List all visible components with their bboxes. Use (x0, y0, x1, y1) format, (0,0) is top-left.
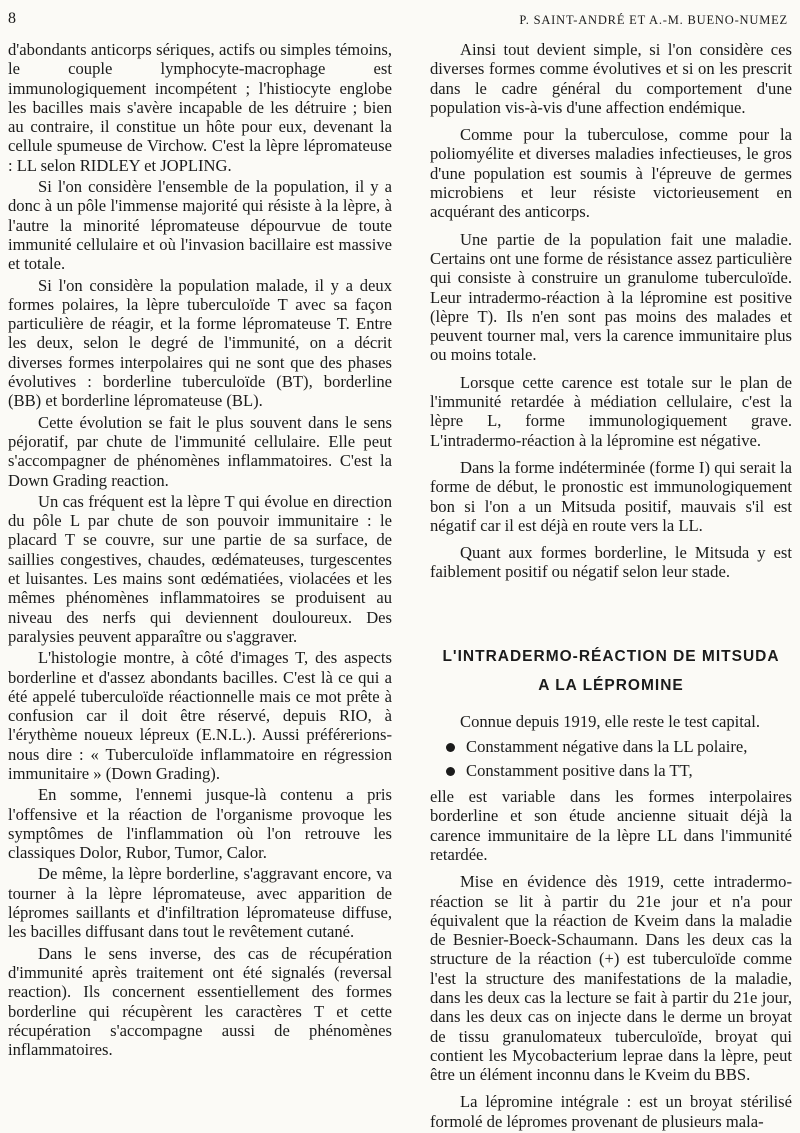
paragraph: Lorsque cette carence est totale sur le plan de l'immunité retardée à médiation cellulaire, c'est la lèpre L, forme immunologiquement grave. L'intradermo-réaction à la lépromine est négative. (430, 372, 792, 450)
right-column (430, 40, 792, 1133)
left-column (8, 40, 392, 1061)
paragraph: Cette évolution se fait le plus souvent dans le sens péjoratif, par chute de l'immunité cellulaire. Elle peut s'accompagner de phénomènes inflammatoires. C'est la Down Grading reaction. (8, 412, 392, 490)
paragraph: Si l'on considère l'ensemble de la population, il y a donc à un pôle l'immense majorité qui résiste à la lèpre, à l'autre la minorité lépromateuse dépourvue de toute immunité cellulaire et où l'invasion bacillaire est massive et totale. (8, 177, 392, 274)
paragraph: L'histologie montre, à côté d'images T, des aspects borderline et d'assez abondants bacilles. C'est là ce qui a été appelé tuberculoïde réactionnelle mais ce mot prête à confusion car il doit être réservé, depuis RIO, à l'érythème noueux lépreux (E.N.L.). Aussi préférerions-nous dire : « Tuberculoïde inflammatoire en régression immunitaire » (Down Grading). (8, 648, 392, 783)
paragraph: Ainsi tout devient simple, si l'on considère ces diverses formes comme évolutives et si on les prescrit dans le cadre général du comportement d'une population vis-à-vis d'une affection endémique. (430, 40, 792, 117)
running-head: P. SAINT-ANDRÉ ET A.-M. BUENO-NUMEZ (519, 13, 788, 27)
paragraph: d'abondants anticorps sériques, actifs ou simples témoins, le couple lymphocyte-macrophage est immunologiquement incompétent ; l'histiocyte englobe les bacilles mais s'avère incapable de les détruire ; bien au contraire, il constitue un hôte pour eux, devenant la cellule spumeuse de Virchow. C'est la lèpre lépromateuse : LL selon RIDLEY et JOPLING. (8, 40, 392, 175)
paragraph: La lépromine intégrale : est un broyat stérilisé formolé de lépromes provenant de plusieurs mala- (430, 1092, 792, 1131)
bullet-item (430, 735, 792, 759)
paragraph: Une partie de la population fait une maladie. Certains ont une forme de résistance assez particulière qui consiste à construire un granulome tuberculoïde. Leur intradermo-réaction à la lépromine est positive (lèpre T). Ils n'en sont pas moins des malades et peuvent tourner mal, vers la carence immunitaire plus ou moins totale. (430, 229, 792, 365)
section-title-line: A LA LÉPROMINE (538, 676, 684, 694)
column-gutter (411, 40, 412, 1000)
paragraph: En somme, l'ennemi jusque-là contenu a pris l'offensive et la réaction de l'organisme provoque les symptômes de l'inflammation où l'on retrouve les classiques Dolor, Rubor, Tumor, Calor. (8, 785, 392, 863)
paragraph: Un cas fréquent est la lèpre T qui évolue en direction du pôle L par chute de son pouvoir immunitaire : le placard T se couvre, sur une partie de sa surface, de saillies congestives, chaudes, œdémateuses, turgescentes et luisantes. Les mains sont œdématiées, violacées et les mêmes phénomènes inflammatoires se produisent au niveau des nerfs qui deviennent douloureux. Des paralysies peuvent apparaître ou s'aggraver. (8, 491, 392, 646)
bullet-icon (446, 767, 455, 776)
bullet-item (430, 759, 792, 783)
section-title (430, 642, 792, 700)
paragraph: De même, la lèpre borderline, s'aggravant encore, va tourner à la lèpre lépromateuse, avec apparition de lépromes saillants et d'infiltration lépromateuse diffuse, les bacilles diffusant dans tout le revêtement cutané. (8, 864, 392, 942)
paragraph: Si l'on considère la population malade, il y a deux formes polaires, la lèpre tuberculoïde T avec sa façon particulière de réagir, et la forme lépromateuse T. Entre les deux, selon le degré de l'immunité, on a décrit diverses formes interpolaires qui ne sont que des phases évolutives : borderline tuberculoïde (BT), borderline (BB) et borderline lépromateuse (BL). (8, 275, 392, 411)
bullet-text: Constamment négative dans la LL polaire, (466, 737, 748, 757)
paragraph: Comme pour la tuberculose, comme pour la poliomyélite et diverses maladies infectieuses, le gros d'une population est soumis à l'épreuve de germes microbiens et leur résiste victorieusement en acquérant des anticorps. (430, 125, 792, 222)
paragraph: Dans la forme indéterminée (forme I) qui serait la forme de début, le pronostic est immunologiquement bon si l'on a un Mitsuda positif, mauvais s'il est négatif car il est déjà en route vers la LL. (430, 457, 792, 535)
paragraph: Quant aux formes borderline, le Mitsuda y est faiblement positif ou négatif selon leur stade. (430, 543, 792, 582)
paragraph: elle est variable dans les formes interpolaires borderline et son étude ancienne situait déjà la carence immunitaire de la lèpre LL dans l'immunité retardée. (430, 787, 792, 864)
bullet-icon (446, 743, 455, 752)
section-title-line: L'INTRADERMO-RÉACTION DE MITSUDA (442, 647, 780, 665)
paragraph: Dans le sens inverse, des cas de récupération d'immunité après traitement ont été signalés (reversal reaction). Ils concernent essentiellement des formes borderline qui récupèrent les caractères T et cette récupération s'accompagne aussi de phénomènes inflammatoires. (8, 943, 392, 1060)
section-intro: Connue depuis 1919, elle reste le test capital. (460, 711, 760, 731)
bullet-list (430, 735, 792, 783)
bullet-text: Constamment positive dans la TT, (466, 761, 693, 781)
paragraph: Mise en évidence dès 1919, cette intradermo-réaction se lit à partir du 21e jour et n'a pour équivalent que la réaction de Kveim dans la maladie de Besnier-Boeck-Schaumann. Dans les deux cas la structure de la réaction (+) est tuberculoïde comme l'est la structure des manifestations de la maladie, dans les deux cas la lecture se fait à partir du 21e jour, dans les deux cas on injecte dans le derme un broyat de tissu granulomateux tuberculoïde, broyat qui contient les Mycobacterium leprae dans la lèpre, peut être un élément inconnu dans le Kveim du BBS. (430, 872, 792, 1085)
page-number: 8 (8, 10, 16, 27)
